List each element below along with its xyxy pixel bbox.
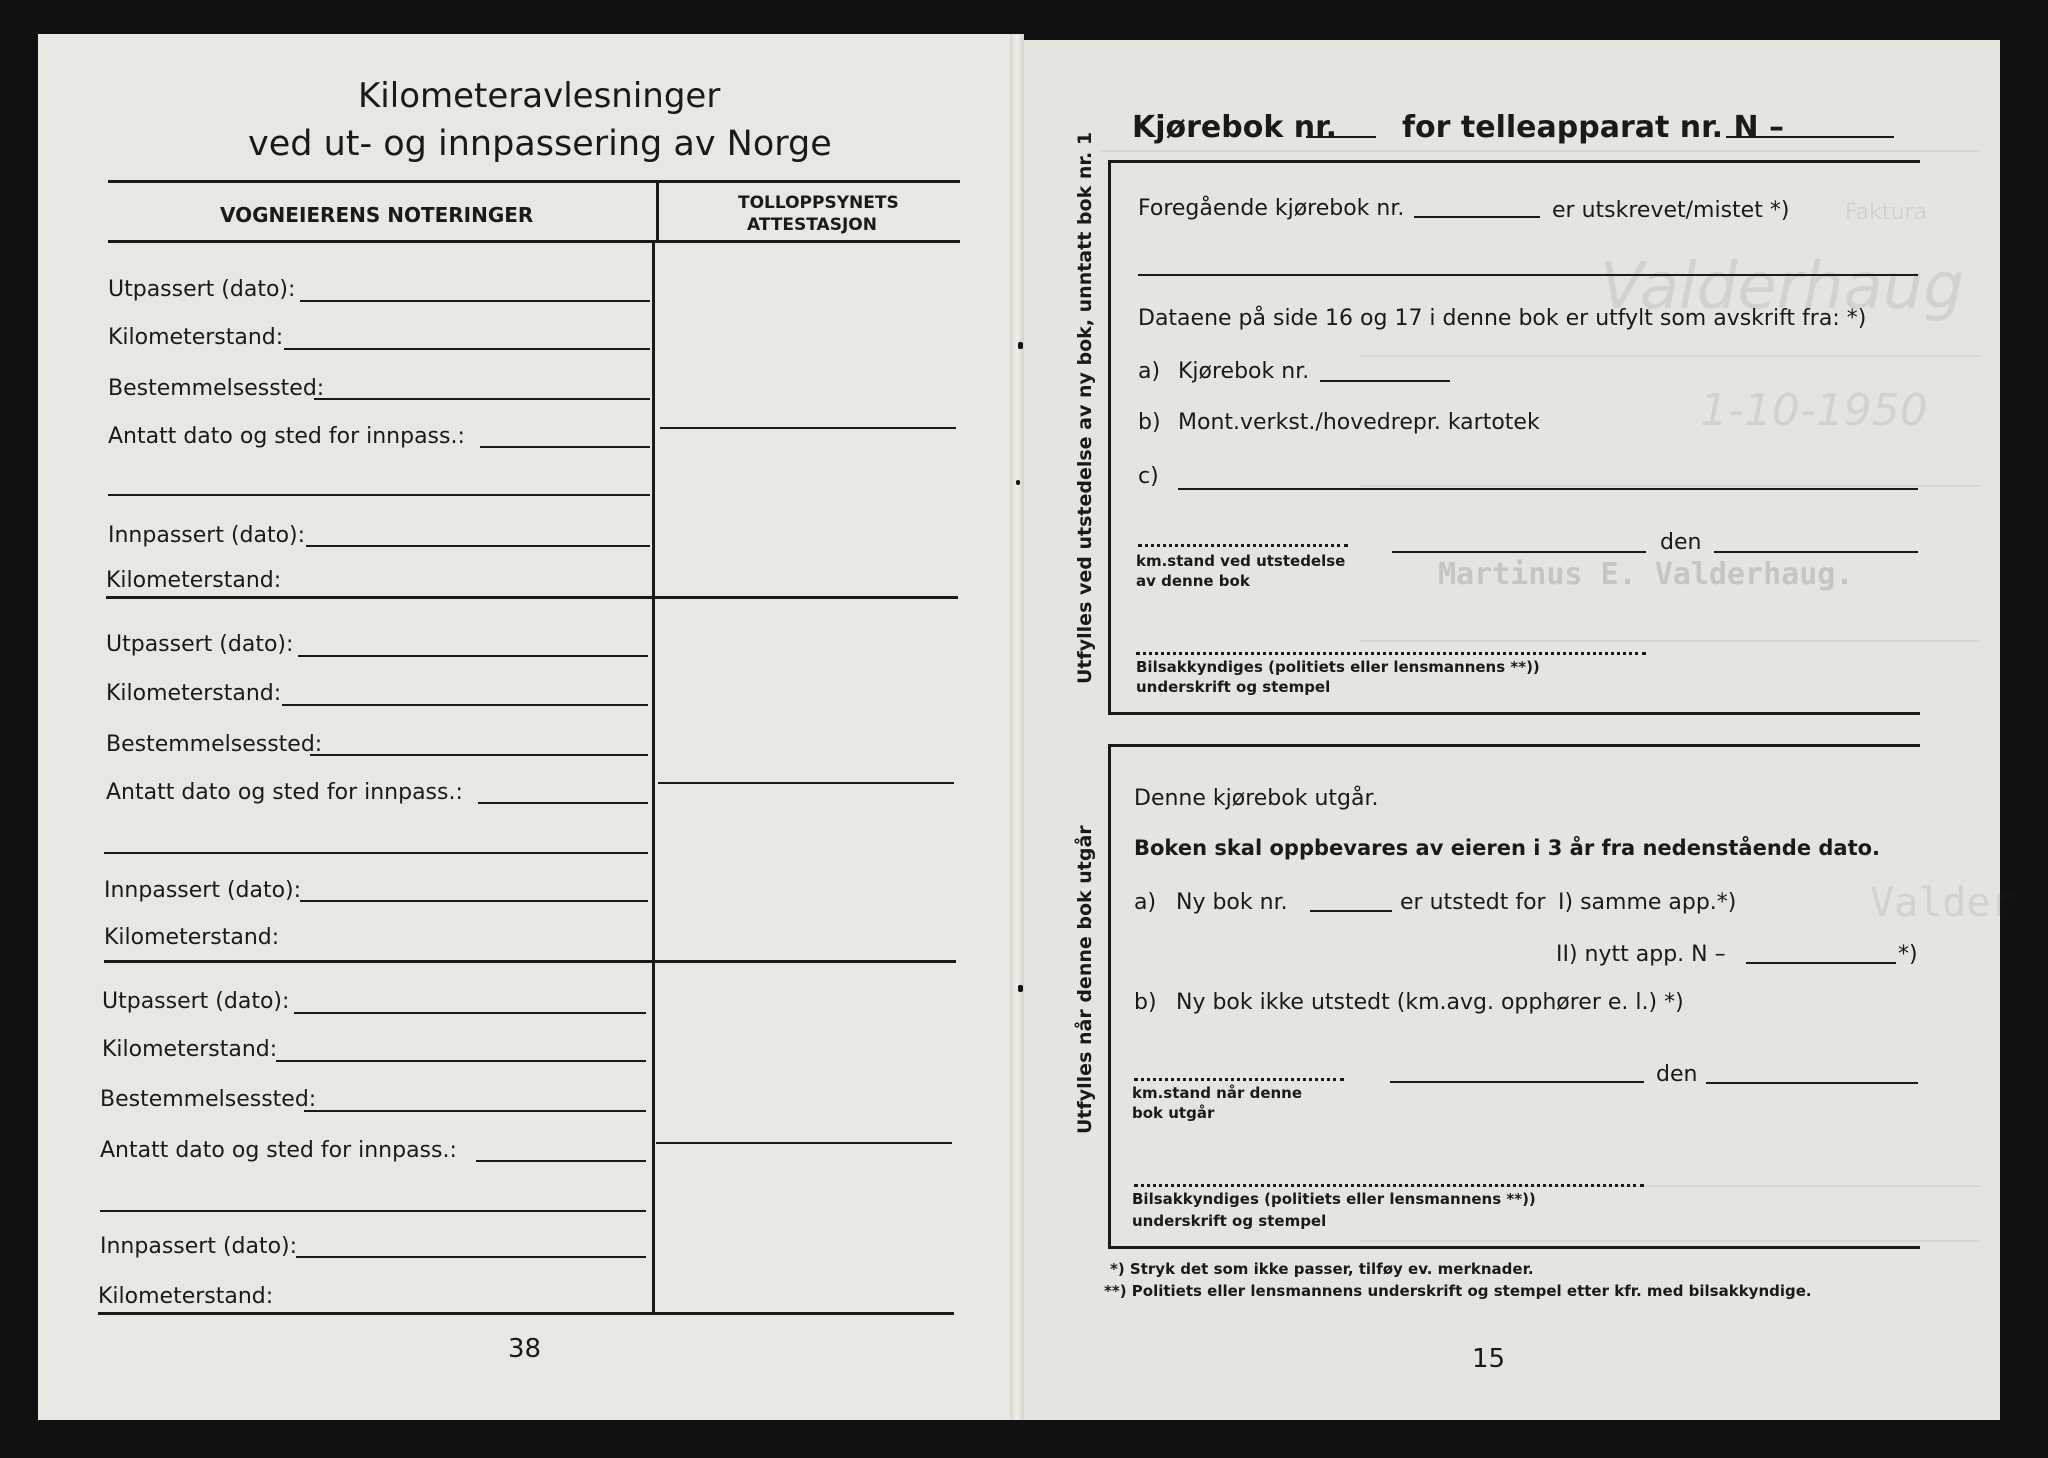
header-kjorebok: Kjørebok nr. bbox=[1132, 110, 1338, 145]
a2-letter: a) bbox=[1134, 890, 1157, 915]
bilsakkyndiges-label: Bilsakkyndiges (politiets eller lensmannens **)) bbox=[1136, 658, 1540, 676]
footnote-1: *) Stryk det som ikke passer, tilføy ev. merknader. bbox=[1110, 1260, 1534, 1278]
ink-speck bbox=[1018, 342, 1023, 349]
col-header-vogneierens: VOGNEIERENS NOTERINGER bbox=[220, 203, 534, 227]
section1-top bbox=[1108, 160, 1920, 163]
nytt-app-label: II) nytt app. N – bbox=[1556, 942, 1726, 967]
title-rule bbox=[108, 180, 960, 183]
left-page-number: 38 bbox=[508, 1334, 542, 1364]
utpassert-label: Utpassert (dato): bbox=[108, 277, 296, 302]
attest-line bbox=[658, 782, 954, 784]
ink-speck bbox=[1016, 480, 1020, 485]
nytt-app-end: *) bbox=[1898, 942, 1918, 967]
section1-left bbox=[1108, 160, 1111, 712]
antatt-label: Antatt dato og sted for innpass.: bbox=[100, 1138, 457, 1163]
b-letter: b) bbox=[1138, 410, 1161, 435]
den-label: den bbox=[1656, 1062, 1698, 1087]
left-title-line1: Kilometeravlesninger bbox=[358, 76, 721, 116]
innpassert-label: Innpassert (dato): bbox=[100, 1234, 298, 1259]
right-page-number: 15 bbox=[1472, 1344, 1506, 1374]
a-letter: a) bbox=[1138, 359, 1161, 384]
header-telleapparat: for telleapparat nr. N – bbox=[1402, 110, 1785, 145]
attest-line bbox=[656, 1142, 952, 1144]
header-rule bbox=[108, 240, 960, 243]
dataene-label: Dataene på side 16 og 17 i denne bok er utfylt som avskrift fra: *) bbox=[1138, 306, 1867, 331]
a-kjorebok-label: Kjørebok nr. bbox=[1178, 359, 1310, 384]
footnote-2: **) Politiets eller lensmannens underskrift og stempel etter kfr. med bilsakkyndige. bbox=[1104, 1282, 1812, 1300]
kilometerstand-label: Kilometerstand: bbox=[108, 325, 284, 350]
section2-side-label: Utfylles når denne bok utgår bbox=[1074, 825, 1096, 1134]
section2-bottom bbox=[1108, 1246, 1920, 1249]
attest-line bbox=[660, 427, 956, 429]
utstedt-for-label: er utstedt for bbox=[1400, 890, 1546, 915]
kilometerstand-label: Kilometerstand: bbox=[106, 681, 282, 706]
kmstand-utgar-line1: km.stand når denne bbox=[1132, 1084, 1303, 1102]
denne-utgar-label: Denne kjørebok utgår. bbox=[1134, 786, 1379, 811]
samme-app-label: I) samme app.*) bbox=[1558, 890, 1737, 915]
col-header-tolloppsynets: TOLLOPPSYNETS bbox=[738, 193, 899, 213]
section2-top bbox=[1108, 744, 1920, 747]
col-header-attestasjon: ATTESTASJON bbox=[747, 215, 877, 235]
bestemmelsessted-label: Bestemmelsessted: bbox=[108, 376, 325, 401]
utpassert-label: Utpassert (dato): bbox=[106, 632, 294, 657]
kmstand-utgar-line2: bok utgår bbox=[1132, 1104, 1215, 1122]
kmstand-utstedelse-line2: av denne bok bbox=[1136, 572, 1250, 590]
bleed-name: Martinus E. Valderhaug. bbox=[1438, 557, 1854, 592]
b2-letter: b) bbox=[1134, 990, 1157, 1015]
ny-bok-label: Ny bok nr. bbox=[1176, 890, 1288, 915]
c-letter: c) bbox=[1138, 464, 1159, 489]
ny-bok-ikke-label: Ny bok ikke utstedt (km.avg. opphører e. l.) *) bbox=[1176, 990, 1684, 1015]
b-kartotek-label: Mont.verkst./hovedrepr. kartotek bbox=[1178, 410, 1540, 435]
bilsakkyndiges-label: Bilsakkyndiges (politiets eller lensmannens **)) bbox=[1132, 1190, 1536, 1208]
boken-skal-label: Boken skal oppbevares av eieren i 3 år fra nedenstående dato. bbox=[1134, 836, 1881, 860]
left-title-line2: ved ut- og innpassering av Norge bbox=[248, 124, 832, 164]
section2-left bbox=[1108, 744, 1111, 1246]
utskrevet-label: er utskrevet/mistet *) bbox=[1552, 198, 1790, 223]
ink-speck bbox=[1018, 985, 1023, 992]
innpassert-label: Innpassert (dato): bbox=[108, 523, 306, 548]
utpassert-label: Utpassert (dato): bbox=[102, 989, 290, 1014]
innpassert-label: Innpassert (dato): bbox=[104, 878, 302, 903]
antatt-label: Antatt dato og sted for innpass.: bbox=[106, 780, 463, 805]
section1-side-label: Utfylles ved utstedelse av ny bok, unntatt bok nr. 1 bbox=[1074, 131, 1096, 684]
header-divider bbox=[656, 182, 659, 242]
page-fold bbox=[1010, 34, 1024, 1420]
kmstand-utstedelse-line1: km.stand ved utstedelse bbox=[1136, 552, 1346, 570]
bestemmelsessted-label: Bestemmelsessted: bbox=[100, 1087, 317, 1112]
underskrift-label: underskrift og stempel bbox=[1136, 678, 1331, 696]
bestemmelsessted-label: Bestemmelsessted: bbox=[106, 732, 323, 757]
den-label: den bbox=[1660, 530, 1702, 555]
kilometerstand-label: Kilometerstand: bbox=[102, 1037, 278, 1062]
underskrift-label: underskrift og stempel bbox=[1132, 1212, 1327, 1230]
kilometerstand-label: Kilometerstand: bbox=[98, 1284, 274, 1309]
antatt-label: Antatt dato og sted for innpass.: bbox=[108, 424, 465, 449]
section1-bottom bbox=[1108, 712, 1920, 715]
kilometerstand-label: Kilometerstand: bbox=[106, 568, 282, 593]
kilometerstand-label: Kilometerstand: bbox=[104, 925, 280, 950]
foregaende-label: Foregående kjørebok nr. bbox=[1138, 196, 1405, 221]
column-divider bbox=[652, 242, 655, 1312]
